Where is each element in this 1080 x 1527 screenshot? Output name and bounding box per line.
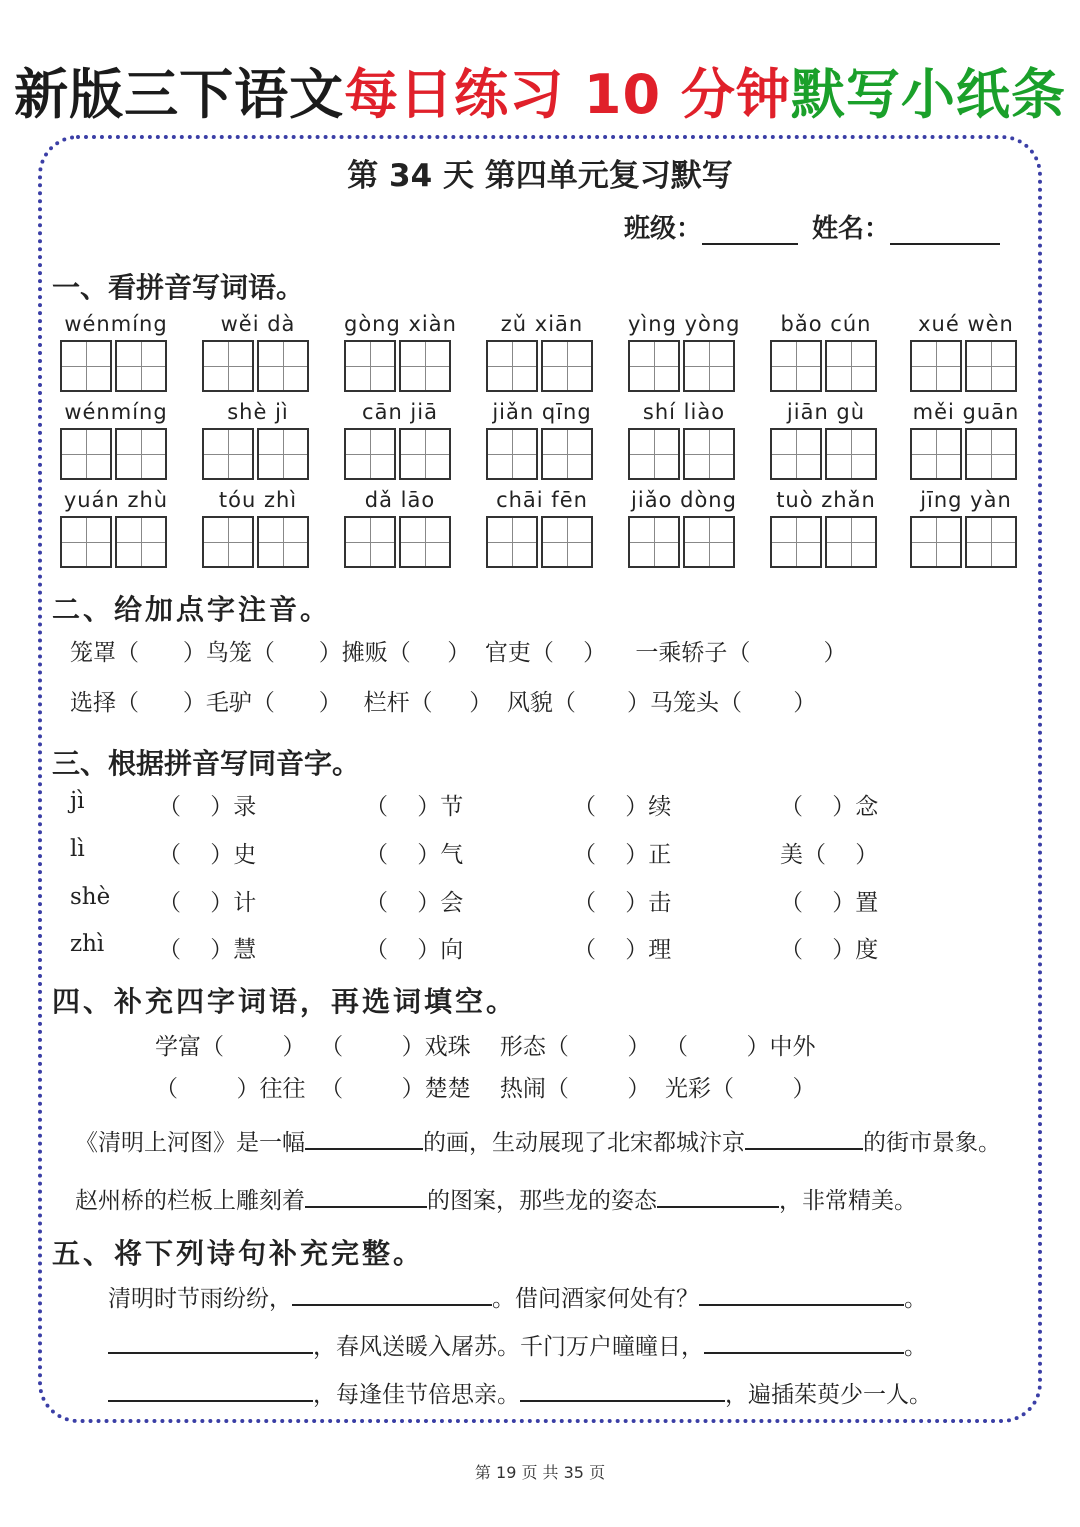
tianzige-cell[interactable] (541, 428, 593, 480)
title-part-3: 默写小纸条 (790, 63, 1066, 126)
writing-boxes (628, 428, 738, 480)
tianzige-cell[interactable] (115, 340, 167, 392)
writing-boxes (344, 428, 454, 480)
writing-boxes (770, 428, 880, 480)
section-2-line-1[interactable]: 笼罩（ ）鸟笼（ ）摊贩（ ） 官吏（ ） 一乘轿子（ ） (70, 640, 847, 666)
s2-blank-1[interactable] (305, 1184, 427, 1208)
section-2-line-2[interactable]: 选择（ ）毛驴（ ） 栏杆（ ） 风貌（ ）马笼头（ ） (70, 690, 817, 716)
s2-blank-2[interactable] (657, 1184, 779, 1208)
homophone-item[interactable]: （ ）念 (780, 794, 879, 820)
p1-text-c: 。 (904, 1286, 927, 1312)
homophone-item[interactable]: （ ）录 (158, 794, 257, 820)
homophone-item[interactable]: （ ）正 (573, 842, 672, 868)
pinyin-text: bǎo cún (780, 312, 872, 336)
s2-text-b: 的图案，那些龙的姿态 (427, 1188, 657, 1214)
tianzige-cell[interactable] (910, 340, 962, 392)
pinyin-text: jīng yàn (920, 488, 1012, 512)
tianzige-cell[interactable] (115, 516, 167, 568)
tianzige-cell[interactable] (257, 428, 309, 480)
tianzige-cell[interactable] (770, 428, 822, 480)
tianzige-cell[interactable] (965, 516, 1017, 568)
tianzige-cell[interactable] (683, 428, 735, 480)
writing-boxes (60, 428, 170, 480)
writing-boxes (770, 340, 880, 392)
tianzige-cell[interactable] (486, 516, 538, 568)
tianzige-cell[interactable] (825, 340, 877, 392)
tianzige-cell[interactable] (683, 340, 735, 392)
tianzige-cell[interactable] (399, 516, 451, 568)
tianzige-cell[interactable] (910, 516, 962, 568)
s2-text-a: 赵州桥的栏板上雕刻着 (75, 1188, 305, 1214)
section-2-heading: 二、给加点字注音。 (52, 593, 332, 626)
tianzige-cell[interactable] (628, 340, 680, 392)
s1-text-a: 《清明上河图》是一幅 (75, 1130, 305, 1156)
p1-blank-2[interactable] (699, 1282, 904, 1306)
tianzige-cell[interactable] (60, 428, 112, 480)
p2-text-a: ，春风送暖入屠苏。千门万户曈曈日， (313, 1334, 704, 1360)
tianzige-cell[interactable] (541, 516, 593, 568)
pinyin-text: chāi fēn (496, 488, 588, 512)
p1-blank-1[interactable] (292, 1282, 492, 1306)
tianzige-cell[interactable] (115, 428, 167, 480)
name-label: 姓名： (812, 214, 891, 244)
writing-boxes (910, 428, 1020, 480)
writing-boxes (910, 340, 1020, 392)
homophone-pinyin: jì (70, 788, 85, 814)
pinyin-text: dǎ lāo (364, 488, 436, 512)
writing-boxes (344, 340, 454, 392)
homophone-item[interactable]: （ ）置 (780, 890, 879, 916)
student-info (624, 208, 1000, 245)
section-4-line-2[interactable]: （ ）往往 （ ）楚楚 热闹（ ） 光彩（ ） (155, 1076, 816, 1102)
section-1-heading: 一、看拼音写词语。 (52, 271, 305, 304)
tianzige-cell[interactable] (628, 428, 680, 480)
homophone-item[interactable]: （ ）会 (365, 890, 464, 916)
tianzige-cell[interactable] (344, 516, 396, 568)
pinyin-text: jiān gù (786, 400, 866, 424)
tianzige-cell[interactable] (399, 340, 451, 392)
section-3-heading: 三、根据拼音写同音字。 (52, 747, 361, 780)
writing-boxes (486, 340, 596, 392)
tianzige-cell[interactable] (344, 340, 396, 392)
writing-boxes (202, 516, 312, 568)
pinyin-text: yìng yòng (628, 312, 741, 336)
pinyin-text: xué wèn (918, 312, 1014, 336)
homophone-item[interactable]: （ ）度 (780, 937, 879, 963)
class-label: 班级： (624, 214, 703, 244)
homophone-item[interactable]: （ ）计 (158, 890, 257, 916)
writing-boxes (60, 516, 170, 568)
title-part-2: 每日练习 10 分钟 (344, 63, 791, 126)
tianzige-cell[interactable] (770, 340, 822, 392)
homophone-pinyin: shè (70, 884, 111, 910)
tianzige-cell[interactable] (60, 516, 112, 568)
writing-boxes (60, 340, 170, 392)
pinyin-text: wěi dà (220, 312, 296, 336)
writing-boxes (628, 516, 738, 568)
homophone-item[interactable]: （ ）节 (365, 794, 464, 820)
writing-boxes (910, 516, 1020, 568)
p1-text-b: 。借问酒家何处有？ (492, 1286, 699, 1312)
p3-blank-1[interactable] (108, 1378, 313, 1402)
title-part-1: 新版三下语文 (14, 63, 345, 126)
homophone-item[interactable]: （ ）气 (365, 842, 464, 868)
tianzige-cell[interactable] (910, 428, 962, 480)
class-blank[interactable] (702, 217, 798, 245)
pinyin-text: měi guān (912, 400, 1020, 424)
tianzige-cell[interactable] (257, 340, 309, 392)
pinyin-text: yuán zhù (63, 488, 169, 512)
p2-blank-2[interactable] (704, 1330, 904, 1354)
tianzige-cell[interactable] (257, 516, 309, 568)
homophone-item[interactable]: （ ）续 (573, 794, 672, 820)
writing-boxes (344, 516, 454, 568)
pinyin-text: gòng xiàn (344, 312, 457, 336)
tianzige-cell[interactable] (825, 516, 877, 568)
tianzige-cell[interactable] (60, 340, 112, 392)
pinyin-text: tóu zhì (218, 488, 298, 512)
tianzige-cell[interactable] (486, 340, 538, 392)
pinyin-text: jiǎo dòng (631, 488, 737, 512)
homophone-item[interactable]: （ ）击 (573, 890, 672, 916)
tianzige-cell[interactable] (344, 428, 396, 480)
tianzige-cell[interactable] (683, 516, 735, 568)
pinyin-text: zǔ xiān (500, 312, 584, 336)
poem-line-2 (108, 1328, 927, 1361)
p3-blank-2[interactable] (520, 1378, 725, 1402)
tianzige-cell[interactable] (825, 428, 877, 480)
tianzige-cell[interactable] (770, 516, 822, 568)
writing-boxes (486, 516, 596, 568)
pinyin-text: tuò zhǎn (776, 488, 876, 512)
s1-blank-2[interactable] (745, 1126, 863, 1150)
tianzige-cell[interactable] (965, 340, 1017, 392)
section-4-sentence-1 (75, 1124, 1001, 1157)
section-5-heading: 五、将下列诗句补充完整。 (52, 1237, 425, 1270)
p2-text-b: 。 (904, 1334, 927, 1360)
s1-blank-1[interactable] (305, 1126, 423, 1150)
section-4-line-1[interactable]: 学富（ ） （ ）戏珠 形态（ ） （ ）中外 (155, 1034, 816, 1060)
homophone-item[interactable]: （ ）向 (365, 937, 464, 963)
pinyin-text: shè jì (227, 400, 289, 424)
homophone-pinyin: lì (70, 836, 85, 862)
s1-text-b: 的画，生动展现了北宋都城汴京 (423, 1130, 745, 1156)
writing-boxes (628, 340, 738, 392)
page-footer: 第 19 页 共 35 页 (474, 1463, 606, 1482)
section-4-sentence-2 (75, 1182, 917, 1215)
tianzige-cell[interactable] (202, 340, 254, 392)
pinyin-text: shí liào (642, 400, 726, 424)
writing-boxes (202, 340, 312, 392)
tianzige-cell[interactable] (541, 340, 593, 392)
pinyin-text: wénmíng (64, 400, 168, 424)
pinyin-text: cān jiā (362, 400, 438, 424)
s1-text-c: 的街市景象。 (863, 1130, 1001, 1156)
homophone-item[interactable]: 美（ ） (780, 842, 879, 868)
p3-text-b: ，遍插茱萸少一人。 (725, 1382, 932, 1408)
worksheet-title (0, 52, 1080, 129)
p2-blank-1[interactable] (108, 1330, 313, 1354)
homophone-item[interactable]: （ ）慧 (158, 937, 257, 963)
writing-boxes (202, 428, 312, 480)
writing-boxes (770, 516, 880, 568)
p3-text-a: ，每逢佳节倍思亲。 (313, 1382, 520, 1408)
pinyin-text: jiǎn qīng (492, 400, 592, 424)
pinyin-text: wénmíng (64, 312, 168, 336)
tianzige-cell[interactable] (486, 428, 538, 480)
tianzige-cell[interactable] (399, 428, 451, 480)
tianzige-cell[interactable] (628, 516, 680, 568)
p1-text-a: 清明时节雨纷纷， (108, 1286, 292, 1312)
tianzige-cell[interactable] (965, 428, 1017, 480)
section-4-heading: 四、补充四字词语，再选词填空。 (52, 985, 518, 1018)
name-blank[interactable] (890, 217, 1000, 245)
poem-line-3 (108, 1376, 932, 1409)
homophone-item[interactable]: （ ）理 (573, 937, 672, 963)
writing-boxes (486, 428, 596, 480)
homophone-pinyin: zhì (70, 931, 105, 957)
tianzige-cell[interactable] (202, 428, 254, 480)
s2-text-c: ，非常精美。 (779, 1188, 917, 1214)
poem-line-1 (108, 1280, 927, 1313)
page-subtitle: 第 34 天 第四单元复习默写 (347, 158, 733, 194)
tianzige-cell[interactable] (202, 516, 254, 568)
homophone-item[interactable]: （ ）史 (158, 842, 257, 868)
